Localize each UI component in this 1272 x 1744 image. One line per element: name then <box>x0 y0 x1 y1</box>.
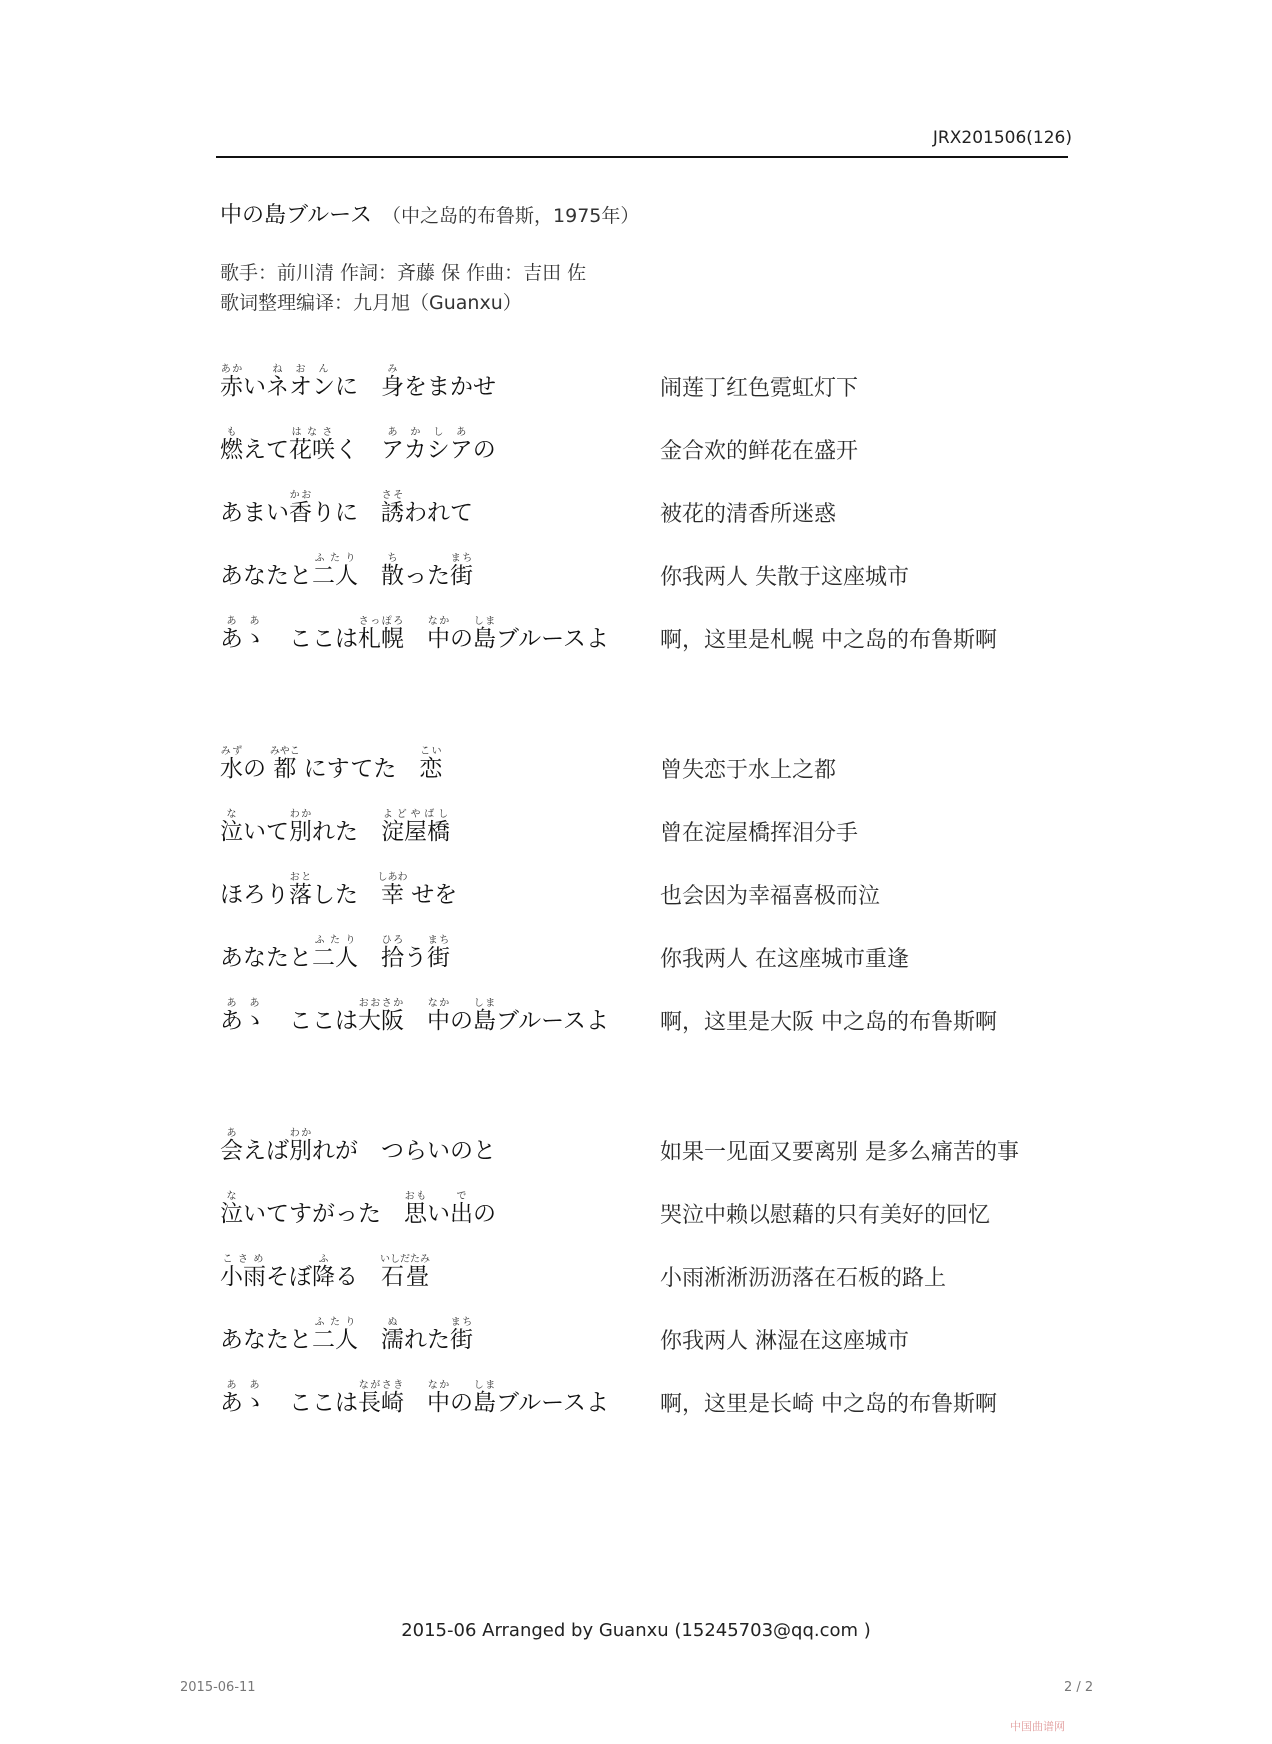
watermark: 中国曲谱网 <box>1010 1720 1065 1733</box>
lyric-line <box>0 1104 1272 1166</box>
furigana: まち <box>427 935 450 947</box>
furigana: な <box>220 1191 243 1203</box>
furigana-word: 出で <box>450 1191 473 1228</box>
japanese-lyric: あまい香かおりに 誘さそわれて <box>220 490 473 527</box>
japanese-lyric: 水みずの 都みやこ にすてた 恋こい <box>220 746 443 783</box>
furigana: ながさき <box>358 1380 404 1392</box>
furigana: なか <box>427 998 450 1010</box>
furigana-word: 中なか <box>427 998 450 1035</box>
chinese-translation: 你我两人 淋湿在这座城市 <box>660 1328 909 1354</box>
furigana-word: 淀屋橋よどやばし <box>381 809 450 846</box>
lyric-line <box>0 340 1272 402</box>
japanese-lyric: あなたと二人ふたり 拾ひろう街まち <box>220 935 450 972</box>
document-id: JRX201506(126) <box>932 128 1072 148</box>
lyric-line <box>0 848 1272 910</box>
furigana: あか <box>220 364 243 376</box>
furigana: まち <box>450 1317 473 1329</box>
japanese-lyric: ほろり落おとした 幸しあわ せを <box>220 872 458 909</box>
furigana-word: あゝああ <box>220 998 266 1035</box>
furigana-word: 燃も <box>220 427 243 464</box>
furigana-word: 身み <box>381 364 404 401</box>
furigana: わか <box>289 809 312 821</box>
furigana: みやこ <box>269 746 300 758</box>
song-subtitle: （中之岛的布鲁斯，1975年） <box>382 205 640 227</box>
japanese-lyric: 会あえば別わかれが つらいのと <box>220 1128 496 1165</box>
lyric-line <box>0 911 1272 973</box>
furigana: かお <box>289 490 312 502</box>
song-title: 中の島ブルース <box>220 203 373 228</box>
lyric-line <box>0 466 1272 528</box>
furigana-word: 大阪おおさか <box>358 998 404 1035</box>
furigana: ふたり <box>312 1317 358 1329</box>
furigana-word: 泣な <box>220 1191 243 1228</box>
furigana: ち <box>381 553 404 565</box>
furigana: いしだたみ <box>380 1254 430 1266</box>
arranger: 歌词整理编译：九月旭（Guanxu） <box>220 292 522 314</box>
furigana-word: 島しま <box>473 616 496 653</box>
furigana: なか <box>427 616 450 628</box>
furigana-word: 二人ふたり <box>312 553 358 590</box>
furigana-word: 街まち <box>427 935 450 972</box>
furigana-word: 水みず <box>220 746 243 783</box>
furigana: おも <box>404 1191 427 1203</box>
furigana: ふたり <box>312 935 358 947</box>
chinese-translation: 哭泣中赖以慰藉的只有美好的回忆 <box>660 1202 991 1228</box>
furigana-word: 石畳いしだたみ <box>380 1254 430 1291</box>
lyric-line <box>0 529 1272 591</box>
lyric-line <box>0 1167 1272 1229</box>
furigana-word: 誘さそ <box>381 490 404 527</box>
furigana-word: 街まち <box>450 1317 473 1354</box>
furigana: しま <box>473 998 496 1010</box>
lyric-line <box>0 1356 1272 1418</box>
lyric-line <box>0 974 1272 1036</box>
lyric-line <box>0 722 1272 784</box>
song-title-line <box>220 198 639 229</box>
furigana-word: 思おも <box>404 1191 427 1228</box>
furigana-word: 二人ふたり <box>312 1317 358 1354</box>
furigana: ひろ <box>381 935 404 947</box>
furigana: さそ <box>381 490 404 502</box>
furigana: みず <box>220 746 243 758</box>
chinese-translation: 啊，这里是长崎 中之岛的布鲁斯啊 <box>660 1391 997 1417</box>
header-rule <box>216 156 1068 158</box>
furigana: わか <box>289 1128 312 1140</box>
furigana-word: あゝああ <box>220 1380 266 1417</box>
japanese-lyric: あなたと二人ふたり 濡ぬれた街まち <box>220 1317 473 1354</box>
furigana-word: あゝああ <box>220 616 266 653</box>
chinese-translation: 也会因为幸福喜极而泣 <box>660 883 881 909</box>
chinese-translation: 啊，这里是札幌 中之岛的布鲁斯啊 <box>660 627 997 653</box>
chinese-translation: 你我两人 在这座城市重逢 <box>660 946 909 972</box>
chinese-translation: 曾失恋于水上之都 <box>660 757 837 783</box>
furigana: あ <box>220 1128 243 1140</box>
japanese-lyric: 泣ないて別わかれた 淀屋橋よどやばし <box>220 809 450 846</box>
footer: 2015-06 Arranged by Guanxu (15245703@qq.com ) <box>401 1620 871 1641</box>
furigana-word: 二人ふたり <box>312 935 358 972</box>
furigana: はなさ <box>289 427 335 439</box>
japanese-lyric: 泣ないてすがった 思おもい出での <box>220 1191 496 1228</box>
furigana-word: 小雨こさめ <box>220 1254 266 1291</box>
furigana: ああ <box>220 616 266 628</box>
lyric-line <box>0 785 1272 847</box>
furigana-word: 散ち <box>381 553 404 590</box>
furigana: おと <box>289 872 312 884</box>
furigana: ねおん <box>266 364 335 376</box>
chinese-translation: 被花的清香所迷惑 <box>660 501 837 527</box>
furigana-word: 別わか <box>289 809 312 846</box>
furigana-word: 長崎ながさき <box>358 1380 404 1417</box>
furigana: よどやばし <box>381 809 450 821</box>
japanese-lyric: あゝああ ここは札幌さっぽろ 中なかの島しまブルースよ <box>220 616 609 653</box>
japanese-lyric: 小雨こさめそぼ降ふる 石畳いしだたみ <box>220 1254 430 1291</box>
furigana: まち <box>450 553 473 565</box>
furigana: ふ <box>312 1254 335 1266</box>
furigana: ああ <box>220 1380 266 1392</box>
chinese-translation: 曾在淀屋橋挥泪分手 <box>660 820 859 846</box>
furigana-word: 会あ <box>220 1128 243 1165</box>
furigana-word: 札幌さっぽろ <box>358 616 404 653</box>
print-date: 2015-06-11 <box>180 1680 256 1695</box>
chinese-translation: 你我两人 失散于这座城市 <box>660 564 909 590</box>
furigana: しあわ <box>377 872 408 884</box>
furigana: しま <box>473 616 496 628</box>
japanese-lyric: あゝああ ここは長崎ながさき 中なかの島しまブルースよ <box>220 1380 609 1417</box>
japanese-lyric: あなたと二人ふたり 散ちった街まち <box>220 553 473 590</box>
furigana-word: 拾ひろ <box>381 935 404 972</box>
japanese-lyric: あゝああ ここは大阪おおさか 中なかの島しまブルースよ <box>220 998 609 1035</box>
credits: 歌手：前川清 作詞：斉藤 保 作曲：吉田 佐 <box>220 262 587 284</box>
furigana-word: 街まち <box>450 553 473 590</box>
furigana-word: 中なか <box>427 616 450 653</box>
furigana-word: 泣な <box>220 809 243 846</box>
furigana-word: 島しま <box>473 998 496 1035</box>
furigana-word: ネオンねおん <box>266 364 335 401</box>
furigana: ふたり <box>312 553 358 565</box>
furigana: しま <box>473 1380 496 1392</box>
furigana-word: 幸しあわ <box>377 872 408 909</box>
furigana-word: 香かお <box>289 490 312 527</box>
furigana: み <box>381 364 404 376</box>
furigana: こさめ <box>220 1254 266 1266</box>
furigana: な <box>220 809 243 821</box>
furigana-word: アカシアあかしあ <box>381 427 473 464</box>
lyric-line <box>0 1293 1272 1355</box>
furigana-word: 島しま <box>473 1380 496 1417</box>
furigana-word: 降ふ <box>312 1254 335 1291</box>
furigana: も <box>220 427 243 439</box>
lyric-line <box>0 1230 1272 1292</box>
chinese-translation: 啊，这里是大阪 中之岛的布鲁斯啊 <box>660 1009 997 1035</box>
furigana-word: 別わか <box>289 1128 312 1165</box>
furigana: ああ <box>220 998 266 1010</box>
furigana: こい <box>419 746 443 758</box>
furigana: ぬ <box>381 1317 404 1329</box>
japanese-lyric: 燃もえて花咲はなさく アカシアあかしあの <box>220 427 496 464</box>
furigana-word: 都みやこ <box>269 746 300 783</box>
furigana-word: 恋こい <box>419 746 443 783</box>
furigana: あかしあ <box>381 427 473 439</box>
page-number: 2 / 2 <box>1064 1680 1094 1695</box>
furigana-word: 中なか <box>427 1380 450 1417</box>
chinese-translation: 如果一见面又要离别 是多么痛苦的事 <box>660 1139 1019 1165</box>
furigana: おおさか <box>358 998 404 1010</box>
furigana-word: 濡ぬ <box>381 1317 404 1354</box>
furigana-word: 赤あか <box>220 364 243 401</box>
furigana: なか <box>427 1380 450 1392</box>
lyric-line <box>0 592 1272 654</box>
japanese-lyric: 赤あかいネオンねおんに 身みをまかせ <box>220 364 496 401</box>
furigana: で <box>450 1191 473 1203</box>
lyric-line <box>0 403 1272 465</box>
chinese-translation: 小雨淅淅沥沥落在石板的路上 <box>660 1265 947 1291</box>
chinese-translation: 闹莲丁红色霓虹灯下 <box>660 375 859 401</box>
furigana-word: 花咲はなさ <box>289 427 335 464</box>
furigana-word: 落おと <box>289 872 312 909</box>
furigana: さっぽろ <box>358 616 404 628</box>
chinese-translation: 金合欢的鲜花在盛开 <box>660 438 859 464</box>
